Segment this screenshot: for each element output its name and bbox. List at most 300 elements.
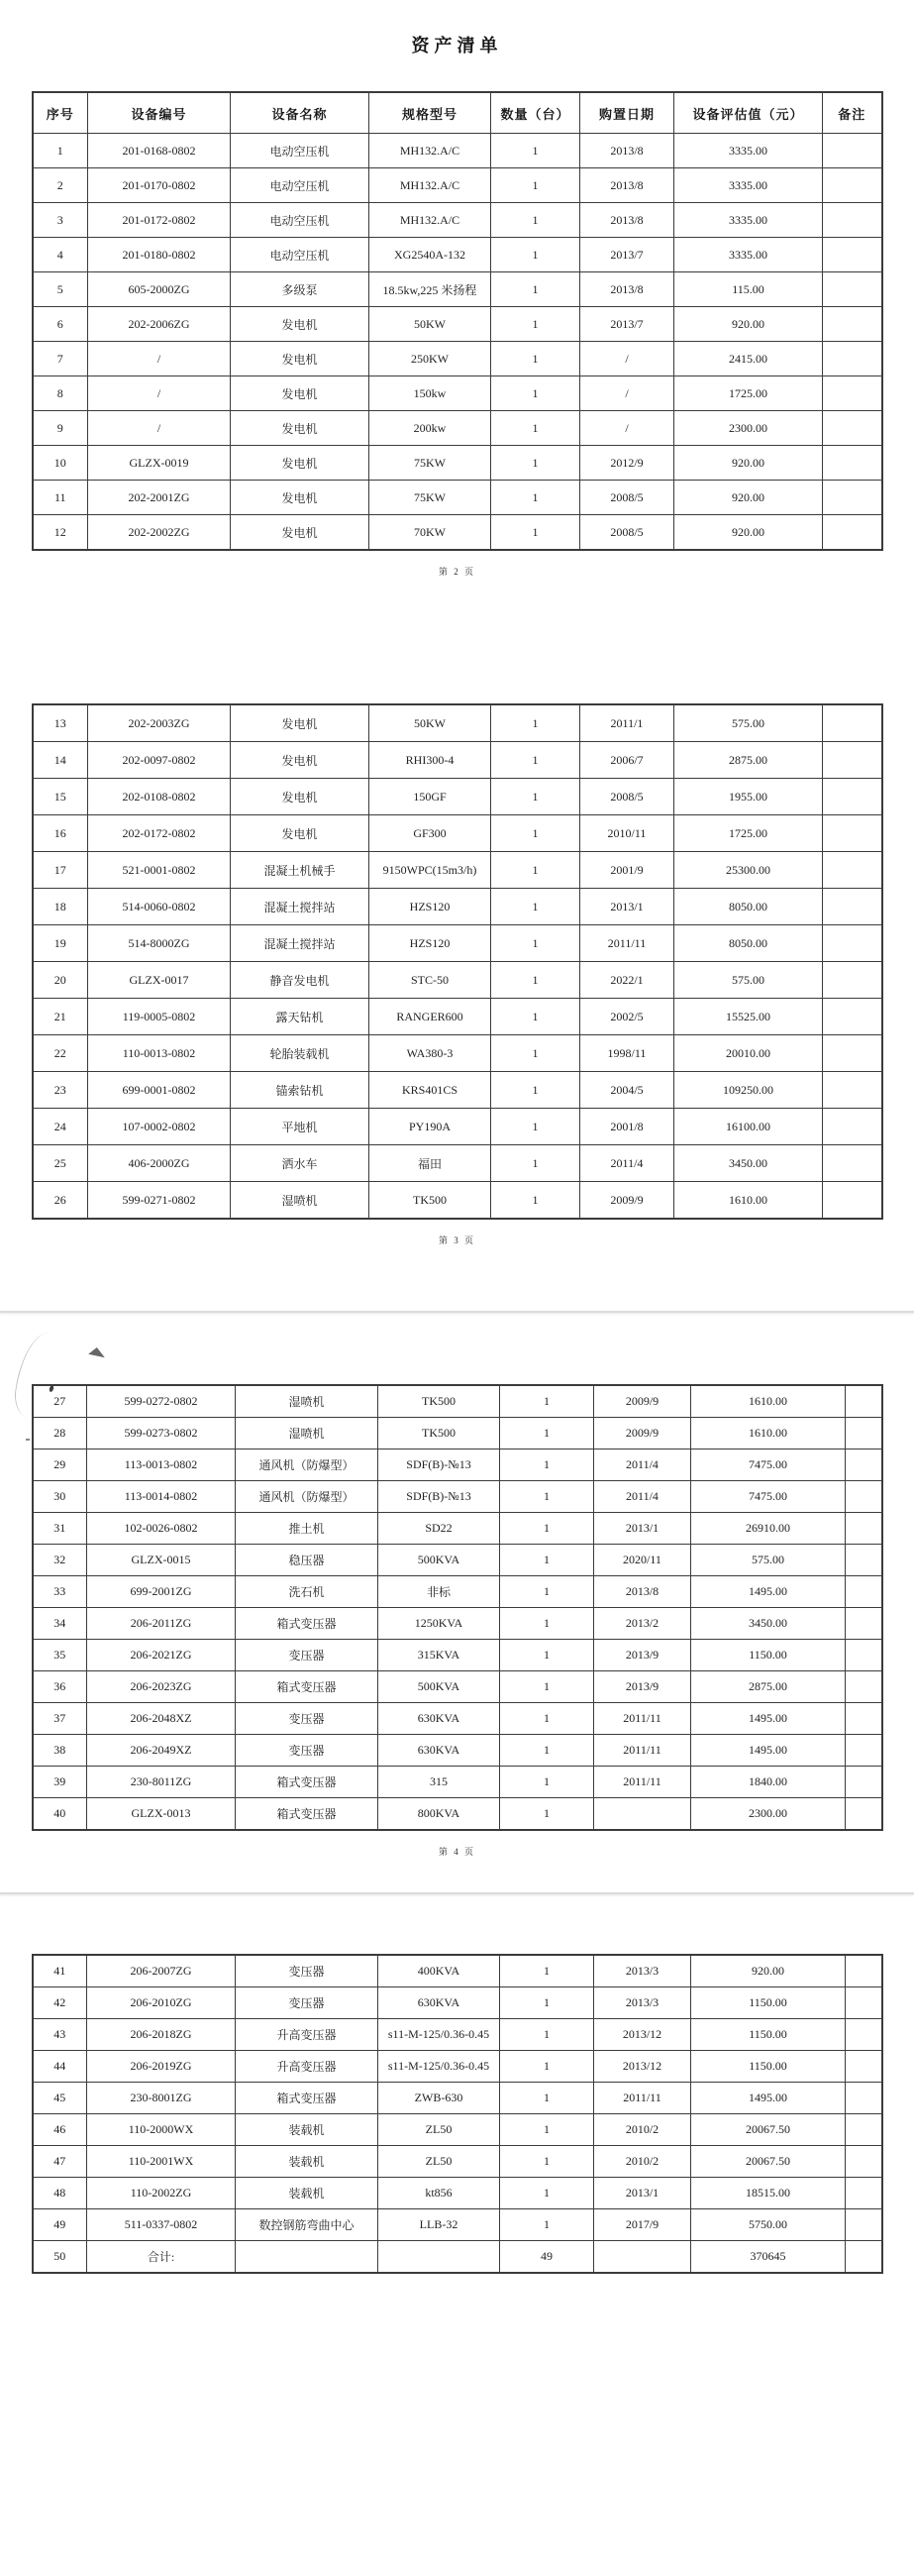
cell-model: 75KW: [369, 481, 491, 515]
cell-model: WA380-3: [369, 1035, 491, 1072]
cell-qty: 1: [491, 1035, 580, 1072]
cell-name: 洗石机: [236, 1576, 378, 1608]
cell-qty: 1: [500, 2146, 594, 2178]
table-row: [33, 1545, 882, 1576]
cell-remark: [823, 515, 882, 551]
cell-date: 2011/4: [594, 1449, 691, 1481]
cell-value: 15525.00: [674, 999, 823, 1035]
cell-no: 29: [33, 1449, 87, 1481]
table-row: [33, 1798, 882, 1831]
cell-name: 混凝土搅拌站: [231, 925, 369, 962]
cell-code: 202-0097-0802: [88, 742, 231, 779]
table-row: [33, 481, 882, 515]
cell-remark: [846, 1545, 882, 1576]
table-header: [33, 92, 882, 134]
cell-no: 5: [33, 272, 88, 307]
cell-no: 15: [33, 779, 88, 815]
table-row: [33, 1767, 882, 1798]
cell-value: 20067.50: [691, 2146, 846, 2178]
cell-qty: 1: [500, 2114, 594, 2146]
table-row: [33, 376, 882, 411]
cell-name: 箱式变压器: [236, 1767, 378, 1798]
cell-model: SDF(B)-№13: [378, 1449, 500, 1481]
cell-qty: 1: [491, 1145, 580, 1182]
cell-model: 400KVA: [378, 1955, 500, 1987]
cell-date: 2001/8: [580, 1109, 674, 1145]
cell-remark: [846, 1513, 882, 1545]
table-row: [33, 962, 882, 999]
cell-name: 稳压器: [236, 1545, 378, 1576]
cell-value: 920.00: [674, 481, 823, 515]
cell-value: 3335.00: [674, 238, 823, 272]
cell-no: 9: [33, 411, 88, 446]
cell-model: 500KVA: [378, 1545, 500, 1576]
cell-value: 115.00: [674, 272, 823, 307]
cell-remark: [823, 1072, 882, 1109]
cell-model: SD22: [378, 1513, 500, 1545]
cell-code: GLZX-0017: [88, 962, 231, 999]
cell-name: 变压器: [236, 1640, 378, 1671]
cell-name: 混凝土搅拌站: [231, 889, 369, 925]
cell-date: 2010/2: [594, 2146, 691, 2178]
cell-name: 发电机: [231, 704, 369, 742]
cell-no: 47: [33, 2146, 87, 2178]
cell-no: 18: [33, 889, 88, 925]
cell-value: 8050.00: [674, 925, 823, 962]
cell-no: 38: [33, 1735, 87, 1767]
cell-model: KRS401CS: [369, 1072, 491, 1109]
table-row: [33, 1385, 882, 1418]
cell-value: 1610.00: [691, 1418, 846, 1449]
cell-code: 110-2002ZG: [87, 2178, 236, 2209]
cell-remark: [823, 238, 882, 272]
document-title: 资产清单: [411, 36, 503, 55]
col-header-value: 设备评估值（元）: [674, 92, 823, 134]
cell-value: 575.00: [674, 704, 823, 742]
cell-code: 202-2001ZG: [88, 481, 231, 515]
cell-no: 28: [33, 1418, 87, 1449]
table-row: [33, 1671, 882, 1703]
cell-no: 1: [33, 134, 88, 168]
cell-remark: [823, 376, 882, 411]
cell-remark: [846, 1449, 882, 1481]
cell-name: 锚索钻机: [231, 1072, 369, 1109]
cell-qty: 1: [491, 515, 580, 551]
cell-value: 16100.00: [674, 1109, 823, 1145]
cell-date: [594, 1798, 691, 1831]
page-number-4: 第 4 页: [438, 1847, 475, 1857]
cell-date: 2004/5: [580, 1072, 674, 1109]
cell-qty: 1: [491, 852, 580, 889]
cell-model: s11-M-125/0.36-0.45: [378, 2019, 500, 2051]
cell-no: 49: [33, 2209, 87, 2241]
cell-date: 2013/8: [594, 1576, 691, 1608]
table-row: [33, 742, 882, 779]
cell-name: 升高变压器: [236, 2051, 378, 2083]
page-4: [0, 1384, 914, 1857]
cell-model: 9150WPC(15m3/h): [369, 852, 491, 889]
cell-date: 2011/11: [594, 1703, 691, 1735]
cell-value: 1150.00: [691, 1987, 846, 2019]
cell-model: HZS120: [369, 889, 491, 925]
table-row: [33, 1576, 882, 1608]
cell-model: s11-M-125/0.36-0.45: [378, 2051, 500, 2083]
cell-code: 514-8000ZG: [88, 925, 231, 962]
cell-name: 装载机: [236, 2146, 378, 2178]
table-row: [33, 1513, 882, 1545]
cell-name: 发电机: [231, 411, 369, 446]
cell-remark: [823, 852, 882, 889]
cell-qty: 1: [500, 1671, 594, 1703]
cell-date: 1998/11: [580, 1035, 674, 1072]
cell-name: 变压器: [236, 1955, 378, 1987]
cell-date: 2009/9: [594, 1385, 691, 1418]
cell-remark: [846, 1735, 882, 1767]
cell-no: 16: [33, 815, 88, 852]
cell-value: 3450.00: [691, 1608, 846, 1640]
scan-smudge-arrow: [88, 1347, 105, 1364]
table-row: [33, 1481, 882, 1513]
cell-no: 21: [33, 999, 88, 1035]
cell-model: [378, 2241, 500, 2274]
cell-qty: 1: [500, 1955, 594, 1987]
cell-value: 1955.00: [674, 779, 823, 815]
cell-model: 150kw: [369, 376, 491, 411]
cell-no: 46: [33, 2114, 87, 2146]
cell-no: 33: [33, 1576, 87, 1608]
cell-code: 206-2023ZG: [87, 1671, 236, 1703]
cell-name: 混凝土机械手: [231, 852, 369, 889]
cell-remark: [846, 2178, 882, 2209]
cell-date: 2013/3: [594, 1955, 691, 1987]
cell-remark: [823, 342, 882, 376]
cell-model: 315: [378, 1767, 500, 1798]
cell-value: 1610.00: [674, 1182, 823, 1220]
cell-remark: [823, 1182, 882, 1220]
cell-model: SDF(B)-№13: [378, 1481, 500, 1513]
cell-qty: 1: [500, 1449, 594, 1481]
cell-value: 370645: [691, 2241, 846, 2274]
cell-no: 17: [33, 852, 88, 889]
cell-value: 1725.00: [674, 376, 823, 411]
cell-qty: 1: [500, 1640, 594, 1671]
cell-value: 3335.00: [674, 203, 823, 238]
table-row: [33, 2146, 882, 2178]
cell-model: 630KVA: [378, 1987, 500, 2019]
cell-name: 数控钢筋弯曲中心: [236, 2209, 378, 2241]
cell-code: 511-0337-0802: [87, 2209, 236, 2241]
cell-qty: 1: [500, 2019, 594, 2051]
table-row: [33, 238, 882, 272]
cell-qty: 49: [500, 2241, 594, 2274]
cell-code: 合计:: [87, 2241, 236, 2274]
cell-date: 2013/1: [594, 2178, 691, 2209]
page-scan-separator-2: [0, 1892, 914, 1894]
cell-name: 通风机（防爆型）: [236, 1449, 378, 1481]
cell-name: 变压器: [236, 1735, 378, 1767]
cell-code: 230-8001ZG: [87, 2083, 236, 2114]
cell-model: 150GF: [369, 779, 491, 815]
table-row: [33, 1608, 882, 1640]
asset-table-page-3: [32, 703, 883, 1220]
cell-remark: [846, 2051, 882, 2083]
cell-value: 109250.00: [674, 1072, 823, 1109]
cell-name: 装载机: [236, 2114, 378, 2146]
cell-no: 2: [33, 168, 88, 203]
cell-remark: [823, 925, 882, 962]
cell-date: 2009/9: [594, 1418, 691, 1449]
table-row: [33, 1072, 882, 1109]
cell-code: 605-2000ZG: [88, 272, 231, 307]
cell-remark: [823, 307, 882, 342]
cell-qty: 1: [500, 1576, 594, 1608]
cell-model: MH132.A/C: [369, 168, 491, 203]
cell-qty: 1: [491, 134, 580, 168]
cell-qty: 1: [491, 203, 580, 238]
col-header-name: 设备名称: [231, 92, 369, 134]
cell-date: 2020/11: [594, 1545, 691, 1576]
cell-model: MH132.A/C: [369, 134, 491, 168]
cell-no: 13: [33, 704, 88, 742]
cell-no: 12: [33, 515, 88, 551]
cell-remark: [823, 742, 882, 779]
cell-name: 发电机: [231, 446, 369, 481]
cell-code: 110-0013-0802: [88, 1035, 231, 1072]
cell-name: 发电机: [231, 815, 369, 852]
table-row: [33, 134, 882, 168]
cell-name: 箱式变压器: [236, 1671, 378, 1703]
cell-value: 7475.00: [691, 1481, 846, 1513]
table-row: [33, 1449, 882, 1481]
cell-code: 202-2006ZG: [88, 307, 231, 342]
cell-code: 201-0180-0802: [88, 238, 231, 272]
cell-code: 201-0168-0802: [88, 134, 231, 168]
cell-date: 2013/7: [580, 307, 674, 342]
cell-code: 206-2021ZG: [87, 1640, 236, 1671]
table-row: [33, 307, 882, 342]
cell-model: ZL50: [378, 2146, 500, 2178]
cell-value: 1840.00: [691, 1767, 846, 1798]
cell-date: 2006/7: [580, 742, 674, 779]
cell-qty: 1: [500, 1767, 594, 1798]
table-row: [33, 2083, 882, 2114]
cell-value: 2875.00: [691, 1671, 846, 1703]
cell-qty: 1: [500, 1418, 594, 1449]
cell-qty: 1: [500, 2083, 594, 2114]
cell-code: 110-2001WX: [87, 2146, 236, 2178]
cell-model: 500KVA: [378, 1671, 500, 1703]
cell-remark: [823, 272, 882, 307]
col-header-no: 序号: [33, 92, 88, 134]
cell-model: RANGER600: [369, 999, 491, 1035]
table-body-page-2: [33, 134, 882, 551]
cell-value: 1495.00: [691, 1735, 846, 1767]
cell-code: 521-0001-0802: [88, 852, 231, 889]
cell-qty: 1: [491, 342, 580, 376]
cell-date: 2013/1: [594, 1513, 691, 1545]
table-row: [33, 1703, 882, 1735]
cell-model: TK500: [369, 1182, 491, 1220]
cell-model: kt856: [378, 2178, 500, 2209]
cell-code: 113-0013-0802: [87, 1449, 236, 1481]
cell-remark: [823, 411, 882, 446]
cell-model: 非标: [378, 1576, 500, 1608]
cell-model: 70KW: [369, 515, 491, 551]
cell-qty: 1: [500, 1481, 594, 1513]
table-row: [33, 1145, 882, 1182]
cell-value: 7475.00: [691, 1449, 846, 1481]
cell-name: 轮胎装载机: [231, 1035, 369, 1072]
cell-name: 变压器: [236, 1987, 378, 2019]
cell-remark: [823, 134, 882, 168]
table-row: [33, 272, 882, 307]
cell-value: 1150.00: [691, 2019, 846, 2051]
cell-model: PY190A: [369, 1109, 491, 1145]
cell-date: 2011/11: [594, 1735, 691, 1767]
cell-qty: 1: [491, 1182, 580, 1220]
cell-model: 75KW: [369, 446, 491, 481]
cell-remark: [846, 1385, 882, 1418]
table-row: [33, 2051, 882, 2083]
cell-name: 电动空压机: [231, 134, 369, 168]
cell-no: 8: [33, 376, 88, 411]
cell-qty: 1: [491, 481, 580, 515]
cell-no: 32: [33, 1545, 87, 1576]
cell-no: 20: [33, 962, 88, 999]
cell-date: 2009/9: [580, 1182, 674, 1220]
cell-code: /: [88, 411, 231, 446]
col-header-date: 购置日期: [580, 92, 674, 134]
cell-remark: [846, 1608, 882, 1640]
cell-code: /: [88, 342, 231, 376]
cell-date: 2012/9: [580, 446, 674, 481]
page-2: [0, 91, 914, 577]
cell-value: 920.00: [674, 515, 823, 551]
cell-date: 2002/5: [580, 999, 674, 1035]
page-number-3: 第 3 页: [438, 1235, 475, 1245]
asset-table-page-4: [32, 1384, 883, 1831]
cell-qty: 1: [491, 272, 580, 307]
page-scan-separator: [0, 1311, 914, 1313]
cell-code: 202-0108-0802: [88, 779, 231, 815]
cell-qty: 1: [500, 1385, 594, 1418]
cell-model: 50KW: [369, 307, 491, 342]
cell-value: 2300.00: [674, 411, 823, 446]
cell-name: 洒水车: [231, 1145, 369, 1182]
cell-model: 800KVA: [378, 1798, 500, 1831]
cell-remark: [846, 1576, 882, 1608]
cell-date: 2008/5: [580, 481, 674, 515]
cell-no: 35: [33, 1640, 87, 1671]
cell-code: 110-2000WX: [87, 2114, 236, 2146]
cell-no: 50: [33, 2241, 87, 2274]
cell-remark: [823, 1109, 882, 1145]
cell-remark: [846, 2209, 882, 2241]
cell-name: 发电机: [231, 481, 369, 515]
cell-value: 1495.00: [691, 2083, 846, 2114]
cell-qty: 1: [500, 1735, 594, 1767]
cell-model: 18.5kw,225 米扬程: [369, 272, 491, 307]
cell-remark: [846, 1703, 882, 1735]
cell-model: 630KVA: [378, 1703, 500, 1735]
cell-date: 2013/9: [594, 1671, 691, 1703]
cell-name: 电动空压机: [231, 203, 369, 238]
cell-no: 25: [33, 1145, 88, 1182]
cell-date: 2011/11: [580, 925, 674, 962]
cell-date: /: [580, 411, 674, 446]
cell-date: 2013/1: [580, 889, 674, 925]
cell-remark: [823, 203, 882, 238]
cell-no: 27: [33, 1385, 87, 1418]
cell-no: 23: [33, 1072, 88, 1109]
asset-table-page-5: [32, 1954, 883, 2274]
cell-no: 39: [33, 1767, 87, 1798]
cell-no: 40: [33, 1798, 87, 1831]
cell-value: 3335.00: [674, 134, 823, 168]
cell-date: [594, 2241, 691, 2274]
cell-name: 发电机: [231, 742, 369, 779]
table-row: [33, 411, 882, 446]
cell-code: 699-2001ZG: [87, 1576, 236, 1608]
cell-date: 2011/11: [594, 1767, 691, 1798]
cell-name: [236, 2241, 378, 2274]
cell-date: 2011/4: [580, 1145, 674, 1182]
table-row: [33, 1640, 882, 1671]
cell-no: 42: [33, 1987, 87, 2019]
cell-qty: 1: [491, 168, 580, 203]
table-row: [33, 779, 882, 815]
cell-model: 1250KVA: [378, 1608, 500, 1640]
table-row: [33, 446, 882, 481]
cell-qty: 1: [491, 411, 580, 446]
cell-remark: [823, 889, 882, 925]
table-row: [33, 2209, 882, 2241]
table-row: [33, 168, 882, 203]
cell-remark: [823, 168, 882, 203]
cell-remark: [846, 2241, 882, 2274]
cell-date: 2010/2: [594, 2114, 691, 2146]
cell-model: 630KVA: [378, 1735, 500, 1767]
table-row: [33, 999, 882, 1035]
cell-date: 2008/5: [580, 779, 674, 815]
cell-no: 34: [33, 1608, 87, 1640]
cell-qty: 1: [491, 925, 580, 962]
cell-qty: 1: [491, 742, 580, 779]
cell-value: 1495.00: [691, 1576, 846, 1608]
cell-date: 2013/7: [580, 238, 674, 272]
cell-remark: [823, 815, 882, 852]
cell-code: 206-2007ZG: [87, 1955, 236, 1987]
cell-value: 1725.00: [674, 815, 823, 852]
asset-table-page-2: [32, 91, 883, 551]
table-row: [33, 852, 882, 889]
table-row: [33, 889, 882, 925]
cell-qty: 1: [491, 1109, 580, 1145]
cell-date: 2013/9: [594, 1640, 691, 1671]
cell-date: 2013/12: [594, 2019, 691, 2051]
cell-date: 2011/11: [594, 2083, 691, 2114]
cell-date: /: [580, 376, 674, 411]
col-header-code: 设备编号: [88, 92, 231, 134]
cell-code: 206-2048XZ: [87, 1703, 236, 1735]
col-header-remark: 备注: [823, 92, 882, 134]
cell-model: 315KVA: [378, 1640, 500, 1671]
cell-date: 2017/9: [594, 2209, 691, 2241]
cell-code: GLZX-0013: [87, 1798, 236, 1831]
cell-qty: 1: [491, 446, 580, 481]
cell-remark: [846, 1418, 882, 1449]
cell-value: 18515.00: [691, 2178, 846, 2209]
